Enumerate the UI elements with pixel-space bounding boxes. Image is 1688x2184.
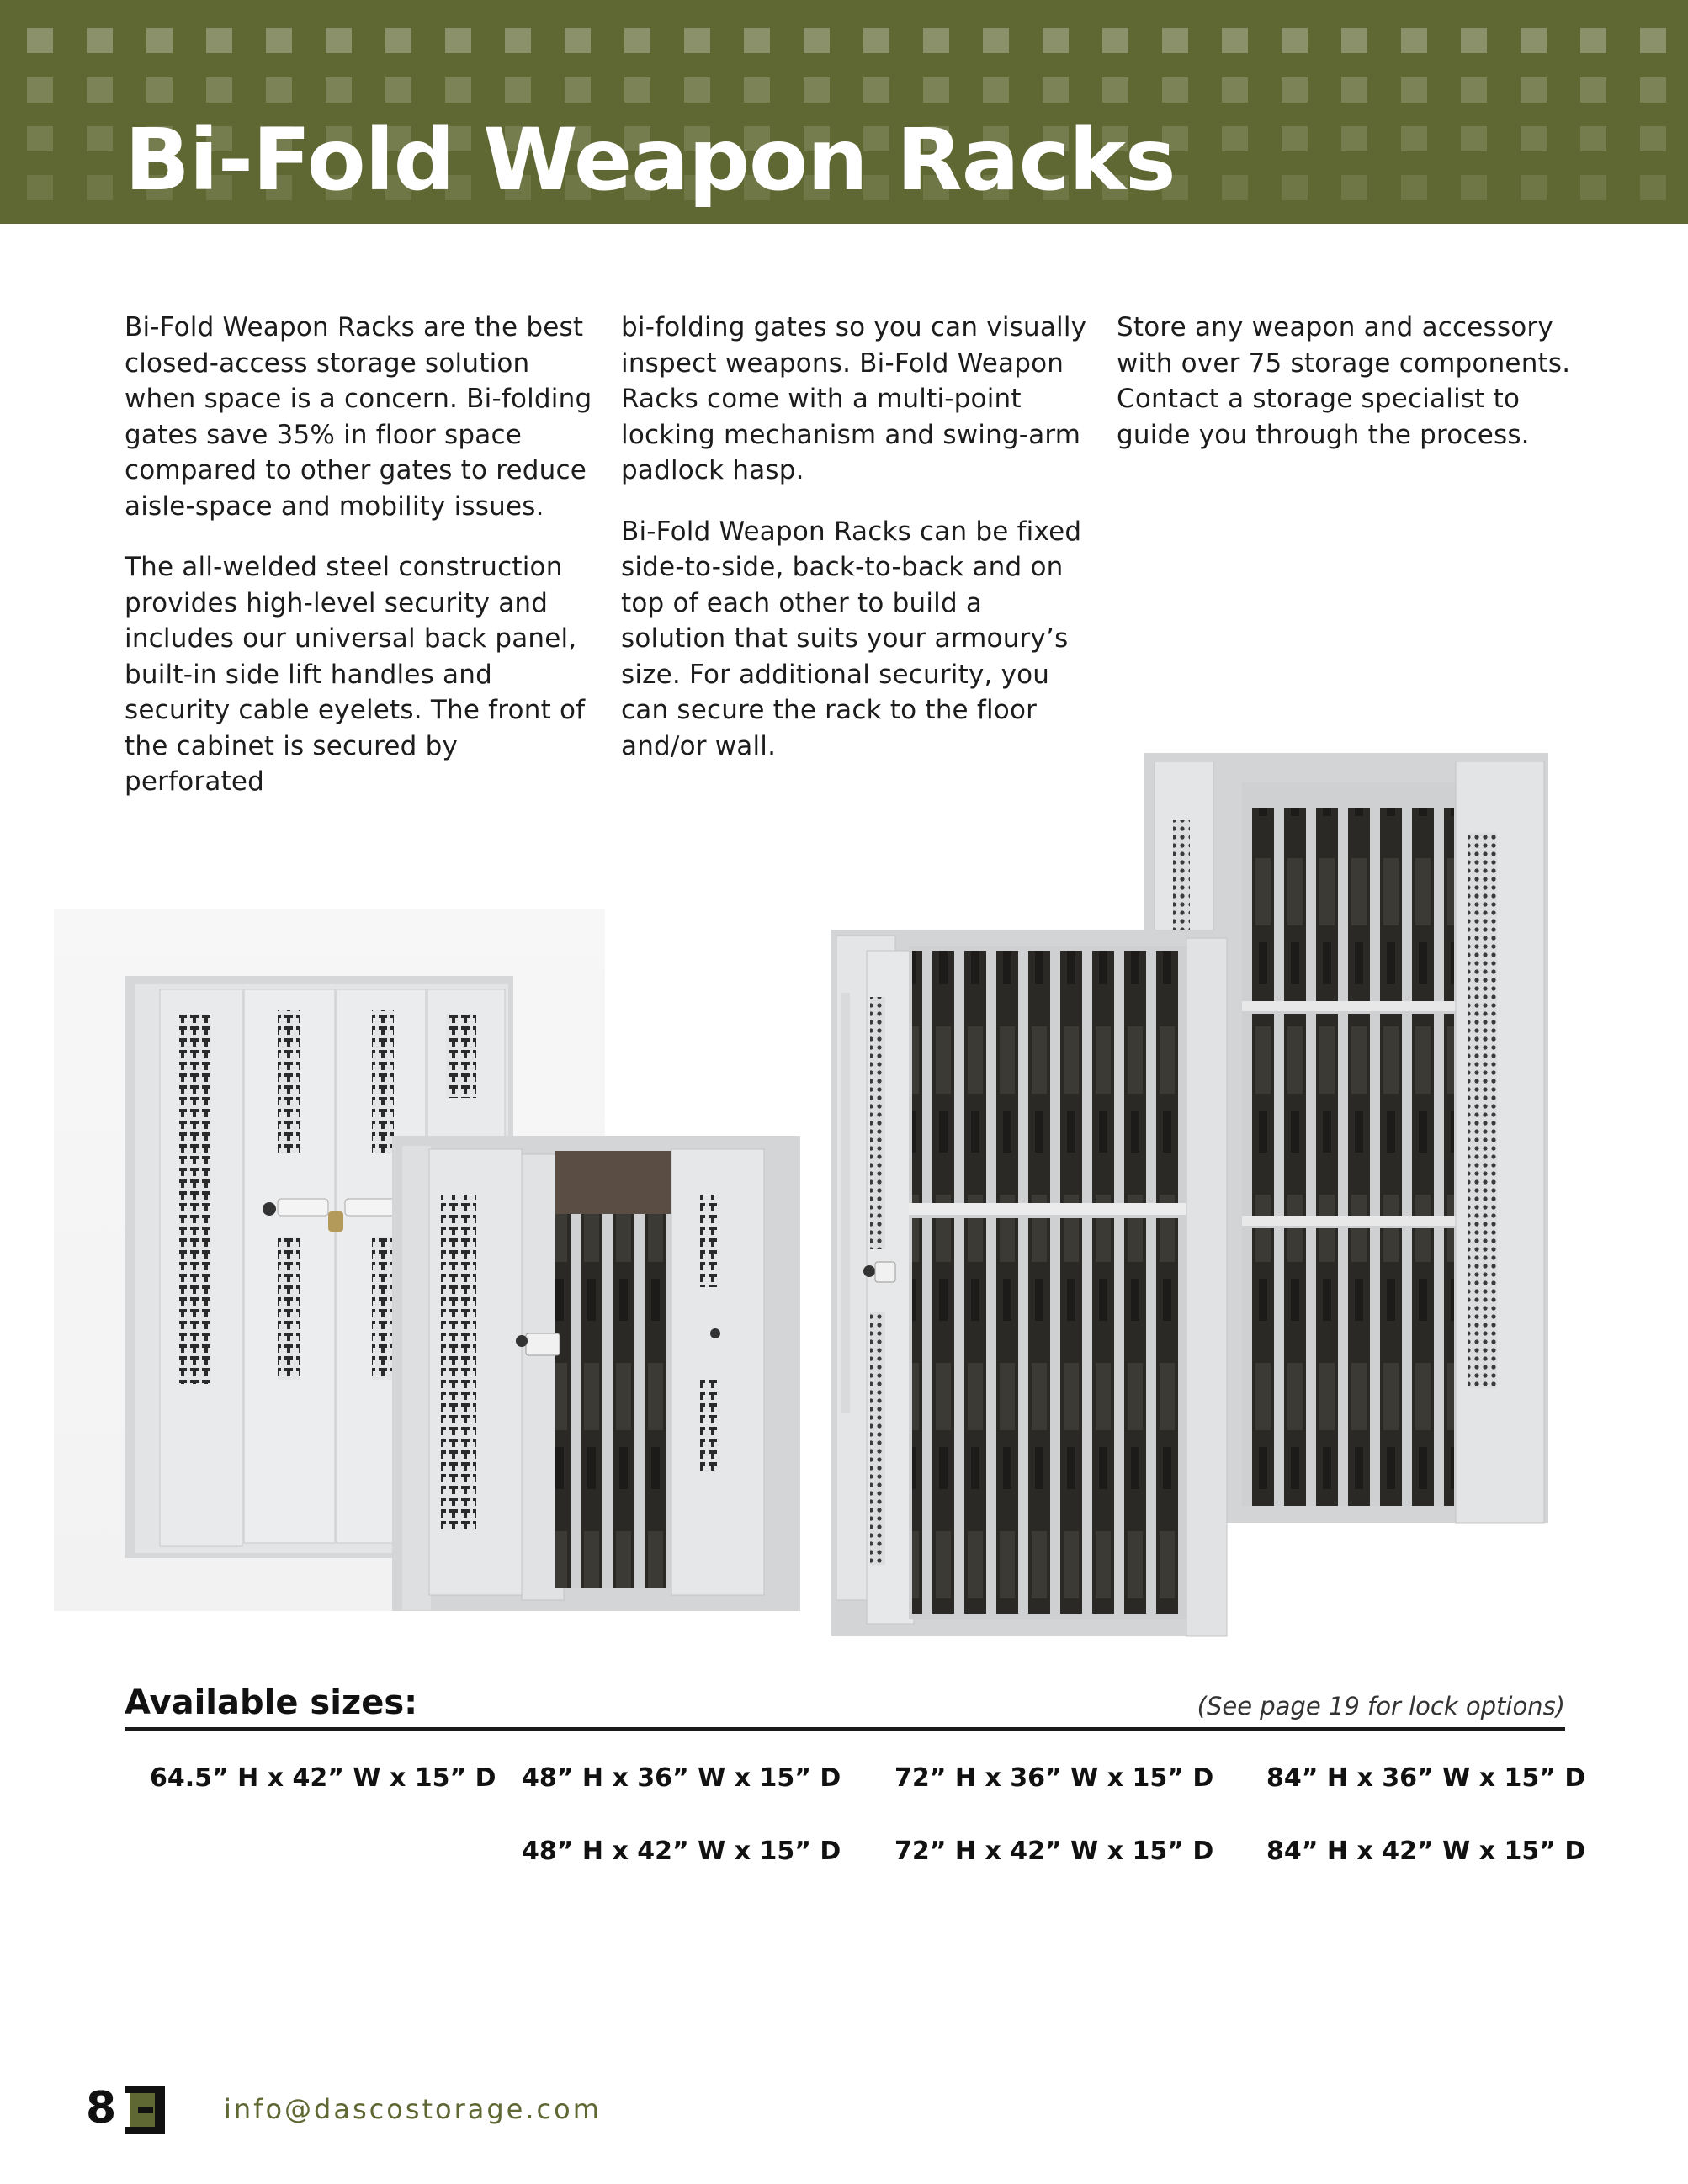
decorative-square xyxy=(1401,126,1427,151)
decorative-square xyxy=(146,28,173,53)
product-photo-group xyxy=(0,740,1688,1649)
decorative-square xyxy=(804,77,830,103)
text-column-3 xyxy=(1117,310,1588,478)
decorative-square xyxy=(1282,126,1308,151)
decorative-square xyxy=(1580,28,1606,53)
decorative-square xyxy=(1521,175,1547,200)
decorative-square xyxy=(1043,77,1069,103)
decorative-square xyxy=(684,77,710,103)
decorative-square xyxy=(1401,175,1427,200)
short-open-bifold-cabinet xyxy=(392,1136,800,1611)
decorative-square xyxy=(266,28,292,53)
decorative-square xyxy=(266,77,292,103)
decorative-square xyxy=(804,28,830,53)
paragraph: bi-folding gates so you can visually inspect weapons. Bi-Fold Weapon Racks come with a multi-point locking mechanism and swing-arm padlock hasp. xyxy=(621,312,1087,485)
decorative-square xyxy=(1282,28,1308,53)
decorative-square xyxy=(505,77,531,103)
decorative-square xyxy=(1461,28,1487,53)
decorative-square xyxy=(1580,77,1606,103)
decorative-square xyxy=(923,28,949,53)
decorative-square xyxy=(1222,28,1248,53)
decorative-square xyxy=(565,77,591,103)
decorative-square xyxy=(1580,126,1606,151)
size-option: 64.5” H x 42” W x 15” D xyxy=(150,1763,496,1793)
page-title: Bi-Fold Weapon Racks xyxy=(125,110,1176,210)
decorative-square xyxy=(1461,175,1487,200)
decorative-square xyxy=(1043,28,1069,53)
decorative-square xyxy=(1640,175,1666,200)
decorative-square xyxy=(87,77,113,103)
available-sizes-header xyxy=(125,1678,1565,1731)
decorative-square xyxy=(565,28,591,53)
text-column-2 xyxy=(621,310,1092,789)
page-header-band xyxy=(0,0,1688,224)
decorative-square xyxy=(326,77,352,103)
decorative-square xyxy=(1222,126,1248,151)
decorative-square xyxy=(983,77,1009,103)
contact-email-link[interactable]: info@dascostorage.com xyxy=(224,2093,602,2125)
lock-options-note: (See page 19 for lock options) xyxy=(1197,1692,1565,1720)
size-option: 84” H x 42” W x 15” D xyxy=(1266,1837,1586,1866)
decorative-square xyxy=(983,28,1009,53)
decorative-square xyxy=(684,28,710,53)
decorative-square xyxy=(923,77,949,103)
size-option: 72” H x 36” W x 15” D xyxy=(894,1763,1214,1793)
decorative-square xyxy=(1162,77,1188,103)
decorative-square xyxy=(27,28,53,53)
decorative-square xyxy=(1521,126,1547,151)
decorative-square xyxy=(1521,77,1547,103)
decorative-square xyxy=(1341,28,1367,53)
decorative-square xyxy=(385,28,411,53)
size-option: 48” H x 42” W x 15” D xyxy=(522,1837,841,1866)
decorative-square xyxy=(1282,77,1308,103)
decorative-square xyxy=(1580,175,1606,200)
paragraph: Store any weapon and accessory with over 75 storage components. Contact a storage specialist to guide you through the process. xyxy=(1117,312,1571,450)
decorative-square xyxy=(1341,126,1367,151)
paragraph: Bi-Fold Weapon Racks are the best closed-access storage solution when space is a concern. Bi-folding gates save 35% in floor space compared to other gates to reduce aisle-space and mobility issues. xyxy=(125,312,592,522)
tall-two-tier-bifold-cabinet xyxy=(831,930,1227,1636)
decorative-square xyxy=(1461,126,1487,151)
decorative-square xyxy=(87,126,113,151)
dasco-logo-icon xyxy=(125,2086,165,2134)
size-option: 48” H x 36” W x 15” D xyxy=(522,1763,841,1793)
decorative-square xyxy=(1162,28,1188,53)
decorative-square xyxy=(206,77,232,103)
size-option: 72” H x 42” W x 15” D xyxy=(894,1837,1214,1866)
decorative-square xyxy=(624,77,650,103)
decorative-square xyxy=(863,77,889,103)
size-option: 84” H x 36” W x 15” D xyxy=(1266,1763,1586,1793)
decorative-square xyxy=(27,126,53,151)
section-heading: Available sizes: xyxy=(125,1683,418,1722)
decorative-square xyxy=(87,175,113,200)
decorative-square xyxy=(445,28,471,53)
decorative-square xyxy=(87,28,113,53)
decorative-square xyxy=(624,28,650,53)
decorative-square xyxy=(326,28,352,53)
decorative-square xyxy=(1401,77,1427,103)
decorative-square xyxy=(1640,126,1666,151)
decorative-square xyxy=(1222,77,1248,103)
decorative-square xyxy=(744,77,770,103)
decorative-square xyxy=(445,77,471,103)
decorative-square xyxy=(1341,77,1367,103)
decorative-square xyxy=(27,77,53,103)
paragraph: The all-welded steel construction provides high-level security and includes our universal back panel, built-in side lift handles and security cable eyelets. The front of the cabinet is secured by perforated xyxy=(125,552,586,797)
decorative-square xyxy=(1521,28,1547,53)
decorative-square xyxy=(206,28,232,53)
paragraph: Bi-Fold Weapon Racks can be fixed side-to-side, back-to-back and on top of each other to build a solution that suits your armoury’s size. For additional security, you can secure the rack to the floor and/or wall. xyxy=(621,516,1082,761)
decorative-square xyxy=(505,28,531,53)
decorative-square xyxy=(385,77,411,103)
decorative-square xyxy=(744,28,770,53)
decorative-square xyxy=(1102,77,1128,103)
decorative-square xyxy=(1640,77,1666,103)
decorative-square xyxy=(1640,28,1666,53)
decorative-square xyxy=(27,175,53,200)
decorative-square xyxy=(1102,28,1128,53)
decorative-square xyxy=(863,28,889,53)
decorative-square xyxy=(146,77,173,103)
decorative-square xyxy=(1282,175,1308,200)
page-number: 8 xyxy=(86,2083,117,2134)
decorative-square xyxy=(1401,28,1427,53)
decorative-square xyxy=(1341,175,1367,200)
decorative-square xyxy=(1222,175,1248,200)
decorative-square xyxy=(1461,77,1487,103)
